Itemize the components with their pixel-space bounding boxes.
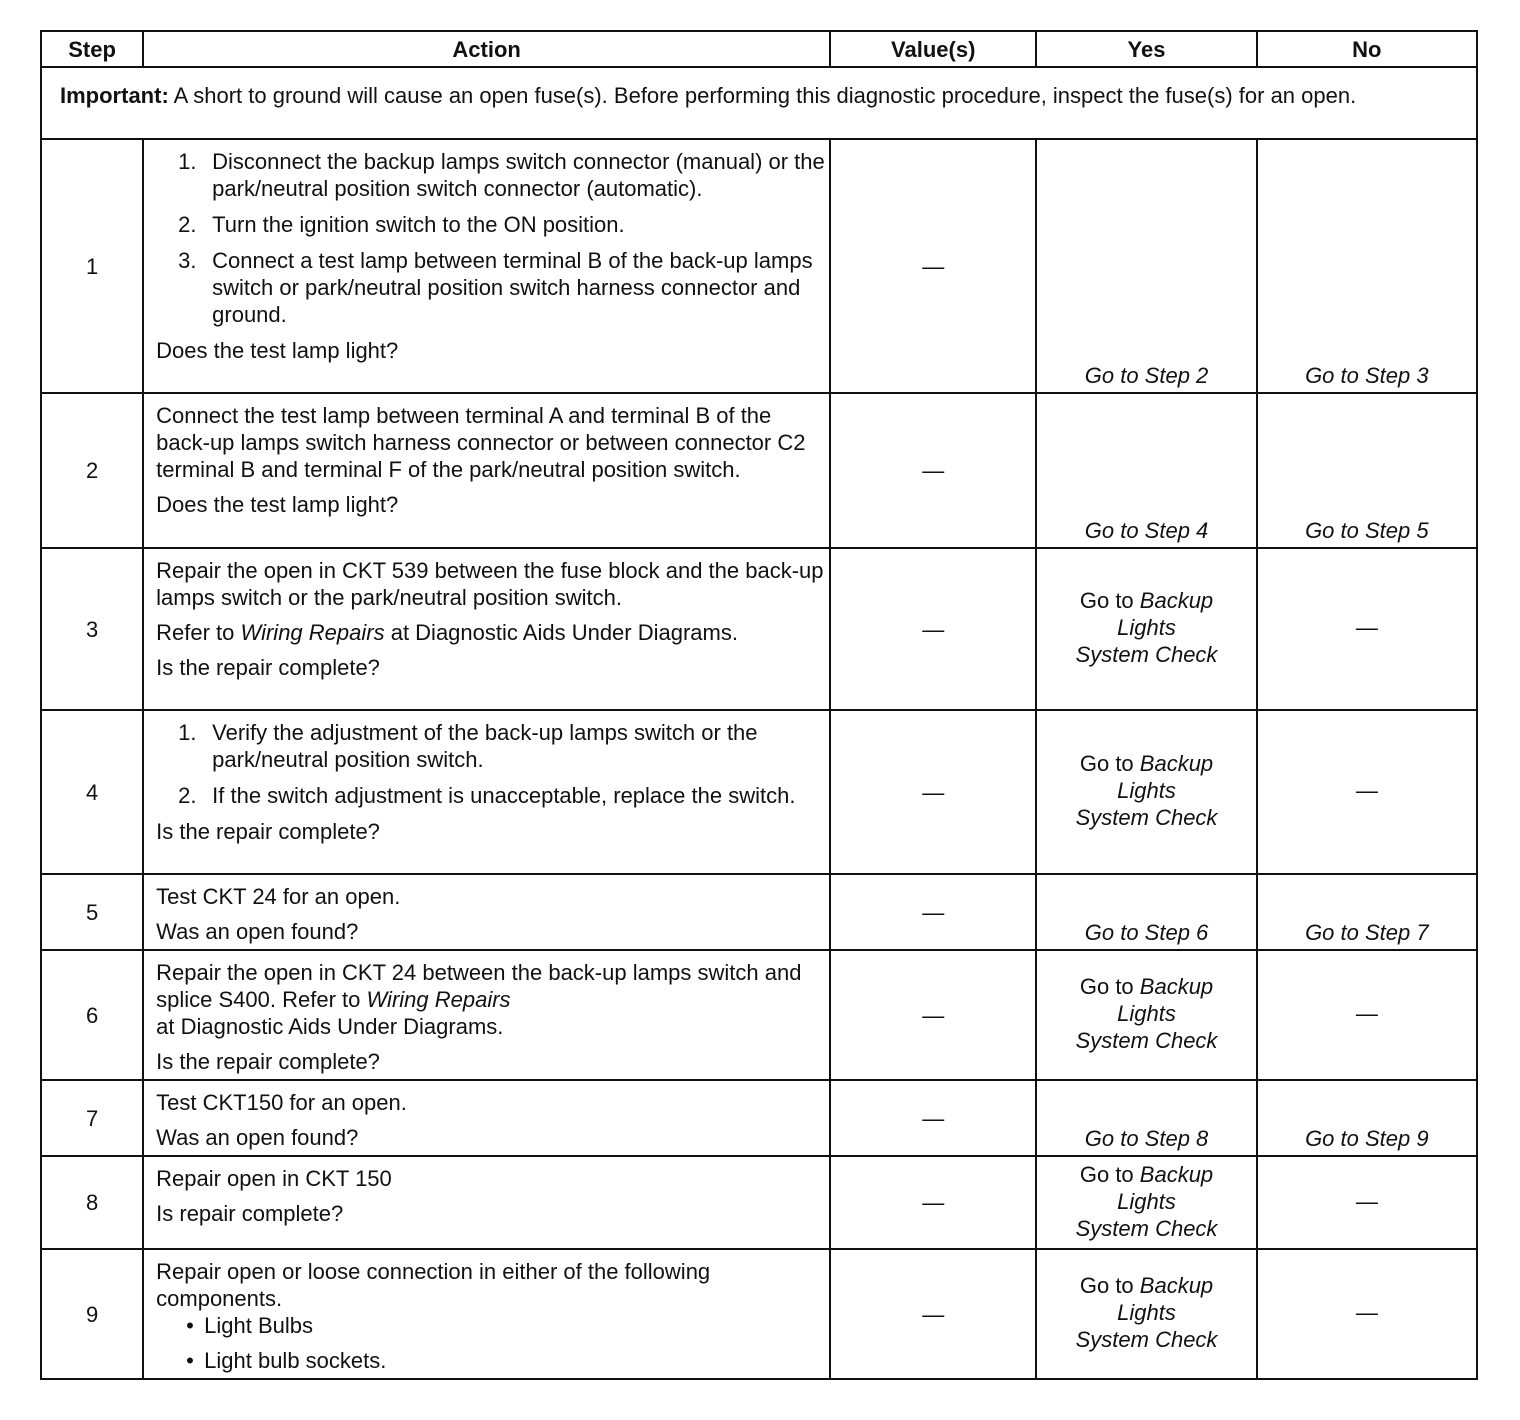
value-cell [830, 1249, 1036, 1379]
no-cell [1257, 710, 1477, 874]
item-text: Disconnect the backup lamps switch connector (manual) or the park/neutral position switch connector (automatic). [212, 149, 825, 201]
yes-cell [1036, 548, 1256, 710]
table-row [41, 1156, 1477, 1249]
action-list [156, 148, 825, 328]
question-text: Was an open found? [156, 1125, 359, 1150]
value-cell [830, 1080, 1036, 1156]
question-text: Is the repair complete? [156, 655, 380, 680]
list-item [156, 1347, 825, 1374]
yes-cell [1036, 950, 1256, 1080]
value-dash: — [922, 1105, 945, 1131]
yes-cell [1036, 710, 1256, 874]
header-values: Value(s) [830, 31, 1036, 67]
value-cell [830, 950, 1036, 1080]
table-row [41, 710, 1477, 874]
question-text: Does the test lamp light? [156, 492, 399, 517]
goto-prefix: Go to [1079, 751, 1140, 776]
table-row [41, 950, 1477, 1080]
list-item [156, 719, 825, 773]
goto-prefix: Go to [1079, 1273, 1140, 1298]
action-cell [143, 1156, 830, 1249]
table-row [41, 548, 1477, 710]
header-row [41, 31, 1477, 67]
header-no: No [1257, 31, 1477, 67]
bullet-list [156, 1312, 825, 1374]
step-number: 2 [41, 393, 143, 548]
important-row [41, 67, 1477, 139]
no-cell [1257, 950, 1477, 1080]
question-text: Was an open found? [156, 919, 359, 944]
no-cell: Go to Step 7 [1257, 874, 1477, 950]
bullet-icon: • [186, 1313, 194, 1338]
goto-system-check: System Check [1075, 642, 1218, 667]
value-dash: — [922, 616, 945, 642]
value-cell [830, 548, 1036, 710]
value-dash: — [922, 899, 945, 925]
step-number: 1 [41, 139, 143, 393]
no-cell [1257, 548, 1477, 710]
important-label: Important: [60, 83, 169, 108]
refer-prefix: Refer to [156, 620, 241, 645]
action-text-prefix: Repair the open in CKT 24 between the back-up lamps switch and splice S400. Refer to [156, 960, 802, 1012]
no-cell: Go to Step 9 [1257, 1080, 1477, 1156]
goto-backup: Backup [1139, 974, 1214, 999]
step-number: 3 [41, 548, 143, 710]
goto-backup: Backup [1139, 751, 1214, 776]
yes-cell: Go to Step 4 [1036, 393, 1256, 548]
yes-cell [1036, 1156, 1256, 1249]
item-text: Connect a test lamp between terminal B of the back-up lamps switch or park/neutral position switch harness connector and ground. [212, 248, 813, 327]
value-dash: — [922, 1190, 945, 1215]
refer-link-text: Wiring Repairs [240, 620, 385, 645]
question-text: Does the test lamp light? [156, 338, 399, 363]
value-cell [830, 874, 1036, 950]
header-action: Action [143, 31, 830, 67]
refer-suffix: at Diagnostic Aids Under Diagrams. [384, 620, 738, 645]
list-item [156, 148, 825, 202]
item-number: 2. [178, 212, 197, 237]
step-number: 4 [41, 710, 143, 874]
goto-prefix: Go to [1079, 974, 1140, 999]
item-number: 2. [178, 783, 197, 808]
header-yes: Yes [1036, 31, 1256, 67]
action-cell [143, 710, 830, 874]
question-text: Is the repair complete? [156, 1049, 380, 1074]
value-dash: — [922, 1301, 945, 1327]
action-text [156, 959, 825, 1040]
action-text: Repair the open in CKT 539 between the fuse block and the back-up lamps switch or the park/neutral position switch. [156, 558, 824, 610]
action-text: Connect the test lamp between terminal A and terminal B of the back-up lamps switch harness connector or between connector C2 terminal B and terminal F of the park/neutral position switch. [156, 403, 806, 482]
goto-lights: Lights [1117, 615, 1176, 640]
goto-lights: Lights [1117, 778, 1176, 803]
value-cell [830, 393, 1036, 548]
action-text: Repair open or loose connection in either of the following components. [156, 1259, 711, 1311]
question-text: Is repair complete? [156, 1201, 344, 1226]
action-list [156, 719, 825, 809]
no-dash: — [1355, 1188, 1378, 1214]
step-number: 9 [41, 1249, 143, 1379]
table-row [41, 874, 1477, 950]
no-dash: — [1355, 615, 1378, 640]
diagnostic-table [40, 30, 1478, 1380]
item-number: 3. [178, 248, 197, 273]
item-number: 1. [178, 149, 197, 174]
refer-link-text: Wiring Repairs [366, 987, 511, 1012]
action-cell [143, 139, 830, 393]
value-cell [830, 710, 1036, 874]
list-item [156, 247, 825, 328]
action-cell [143, 548, 830, 710]
bullet-icon: • [186, 1348, 194, 1373]
yes-cell: Go to Step 6 [1036, 874, 1256, 950]
list-item [156, 211, 825, 238]
refer-text [156, 619, 825, 646]
question-text: Is the repair complete? [156, 819, 380, 844]
goto-system-check: System Check [1075, 1215, 1218, 1241]
goto-backup: Backup [1139, 588, 1214, 613]
item-text: If the switch adjustment is unacceptable, replace the switch. [212, 783, 796, 808]
step-number: 6 [41, 950, 143, 1080]
action-cell [143, 950, 830, 1080]
step-number: 7 [41, 1080, 143, 1156]
goto-lights: Lights [1117, 1001, 1176, 1026]
list-item [156, 782, 825, 809]
table-row [41, 1080, 1477, 1156]
table-row [41, 393, 1477, 548]
action-text: Test CKT 24 for an open. [156, 884, 401, 909]
goto-system-check: System Check [1075, 1028, 1218, 1053]
item-number: 1. [178, 720, 197, 745]
table-row [41, 1249, 1477, 1379]
list-item [156, 1312, 825, 1339]
bullet-text: Light Bulbs [204, 1313, 313, 1338]
value-cell [830, 1156, 1036, 1249]
action-cell [143, 1249, 830, 1379]
yes-cell [1036, 1249, 1256, 1379]
no-cell: Go to Step 3 [1257, 139, 1477, 393]
item-text: Turn the ignition switch to the ON position. [212, 212, 625, 237]
item-text: Verify the adjustment of the back-up lamps switch or the park/neutral position switch. [212, 720, 758, 772]
no-cell: Go to Step 5 [1257, 393, 1477, 548]
no-dash: — [1355, 1300, 1378, 1325]
header-step: Step [41, 31, 143, 67]
value-dash: — [922, 779, 945, 805]
important-text: A short to ground will cause an open fuse(s). Before performing this diagnostic procedure, inspect the fuse(s) for an open. [168, 83, 1357, 108]
goto-prefix: Go to [1079, 588, 1140, 613]
bullet-text: Light bulb sockets. [204, 1348, 387, 1373]
goto-lights: Lights [1117, 1300, 1176, 1325]
value-dash: — [922, 253, 945, 279]
important-note [41, 67, 1477, 139]
goto-lights: Lights [1117, 1188, 1176, 1214]
value-cell [830, 139, 1036, 393]
no-cell [1257, 1249, 1477, 1379]
goto-system-check: System Check [1075, 805, 1218, 830]
no-dash: — [1355, 778, 1378, 803]
value-dash: — [922, 458, 945, 483]
goto-backup: Backup [1139, 1161, 1214, 1187]
yes-cell: Go to Step 2 [1036, 139, 1256, 393]
value-dash: — [922, 1002, 945, 1028]
no-cell [1257, 1156, 1477, 1249]
step-number: 5 [41, 874, 143, 950]
goto-backup: Backup [1139, 1273, 1214, 1298]
action-cell [143, 874, 830, 950]
table-row [41, 139, 1477, 393]
yes-cell: Go to Step 8 [1036, 1080, 1256, 1156]
goto-prefix: Go to [1079, 1161, 1140, 1187]
no-dash: — [1355, 1001, 1378, 1026]
action-text-suffix: at Diagnostic Aids Under Diagrams. [156, 1014, 504, 1039]
action-cell [143, 1080, 830, 1156]
step-number: 8 [41, 1156, 143, 1249]
action-text: Test CKT150 for an open. [156, 1090, 407, 1115]
action-cell [143, 393, 830, 548]
goto-system-check: System Check [1075, 1327, 1218, 1352]
action-text: Repair open in CKT 150 [156, 1166, 392, 1191]
